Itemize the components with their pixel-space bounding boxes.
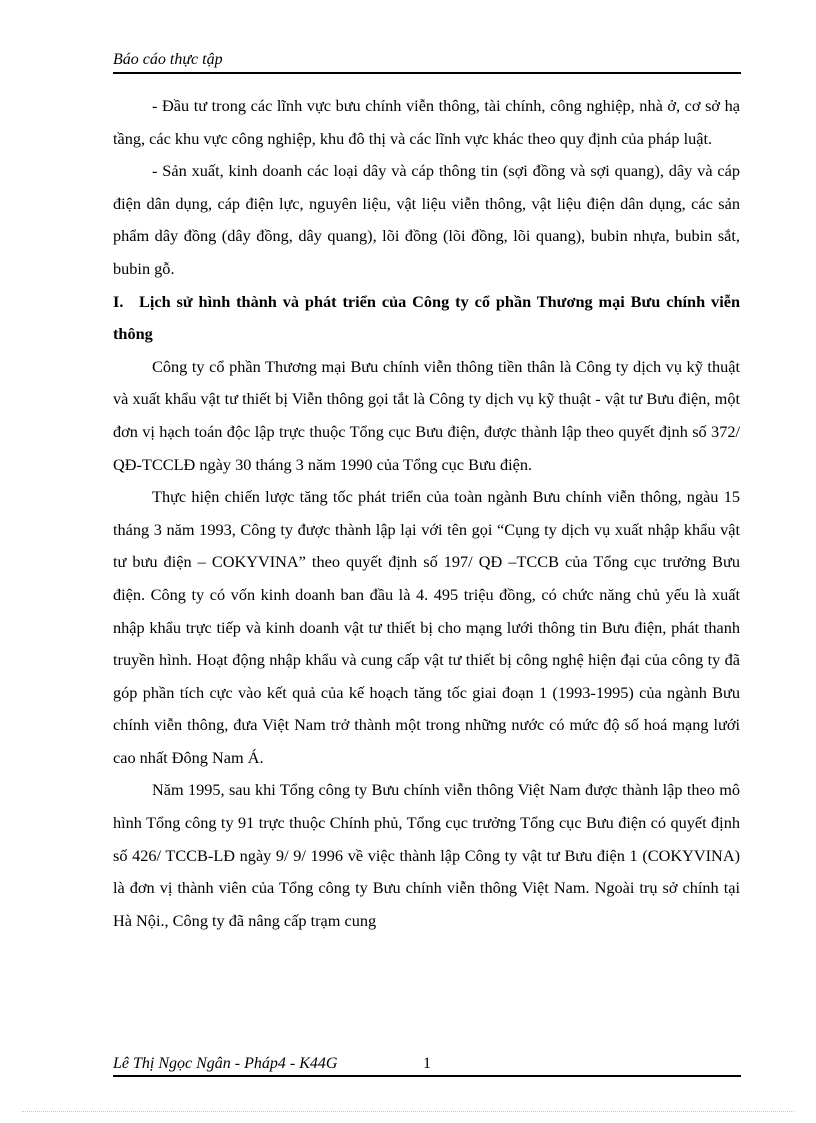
paragraph-investment: - Đầu tư trong các lĩnh vực bưu chính viễn thông, tài chính, công nghiệp, nhà ở, cơ sở hạ tầng, các khu vực công nghiệp, khu đô thị và các lĩnh vực khác theo quy định của pháp luật. <box>113 96 740 148</box>
section-title: Lịch sử hình thành và phát triển của Công ty cổ phần Thương mại Bưu chính viễn thông <box>113 291 740 344</box>
paragraph-history-origin: Công ty cổ phần Thương mại Bưu chính viễn thông tiền thân là Công ty dịch vụ kỹ thuật và xuất khẩu vật tư thiết bị Viễn thông gọi tắt là Công ty dịch vụ kỹ thuật - vật tư Bưu điện, một đơn vị hạch toán độc lập trực thuộc Tổng cục Bưu điện, được thành lập theo quyết định số 372/ QĐ-TCCLĐ ngày 30 tháng 3 năm 1990 của Tổng cục Bưu điện. <box>113 356 740 474</box>
paragraph-history-1993: Thực hiện chiến lược tăng tốc phát triển của toàn ngành Bưu chính viễn thông, ngàu 15 tháng 3 năm 1993, Công ty được thành lập lại với tên gọi “Cụng ty dịch vụ xuất nhập khẩu vật tư bưu điện – COKYVINA” theo quyết định số 197/ QĐ –TCCB của Tổng cục trưởng Bưu điện. Công ty có vốn kinh doanh ban đầu là 4. 495 triệu đồng, có chức năng chủ yếu là xuất nhập khẩu trực tiếp và kinh doanh vật tư thiết bị cho mạng lưới thông tin Bưu điện, phát thanh truyền hình. Hoạt động nhập khẩu và cung cấp vật tư thiết bị công nghệ hiện đại của công ty đã góp phần tích cực vào kết quả của kế hoạch tăng tốc giai đoạn 1 (1993-1995) của ngành Bưu chính viễn thông, đưa Việt Nam trở thành một trong những nước có mức độ số hoá mạng lưới cao nhất Đông Nam Á. <box>113 487 740 767</box>
document-body <box>113 90 740 937</box>
page-header <box>113 49 741 74</box>
header-title: Báo cáo thực tập <box>113 51 223 68</box>
section-heading <box>113 286 740 351</box>
section-number: I. <box>113 291 124 311</box>
page-footer <box>113 1053 741 1077</box>
paragraph-history-1995: Năm 1995, sau khi Tổng công ty Bưu chính viễn thông Việt Nam được thành lập theo mô hình Tổng công ty 91 trực thuộc Chính phủ, Tổng cục trưởng Tổng cục Bưu điện có quyết định số 426/ TCCB-LĐ ngày 9/ 9/ 1996 về việc thành lập Công ty vật tư Bưu điện 1 (COKYVINA) là đơn vị thành viên của Tổng công ty Bưu chính viễn thông Việt Nam. Ngoài trụ sở chính tại Hà Nội., Công ty đã nâng cấp trạm cung <box>113 780 740 930</box>
paragraph-production: - Sản xuất, kinh doanh các loại dây và cáp thông tin (sợi đồng và sợi quang), dây và cáp điện dân dụng, cáp điện lực, nguyên liệu, vật liệu viễn thông, vật liệu điện dân dụng, các sản phẩm dây đồng (dây đồng, dây quang), lõi đồng (lõi đồng, lõi quang), bubin nhựa, bubin sắt, bubin gỗ. <box>113 161 740 278</box>
page-bottom-divider <box>22 1111 794 1112</box>
page-number: 1 <box>423 1055 431 1072</box>
footer-author: Lê Thị Ngọc Ngân - Pháp4 - K44G <box>113 1055 338 1072</box>
